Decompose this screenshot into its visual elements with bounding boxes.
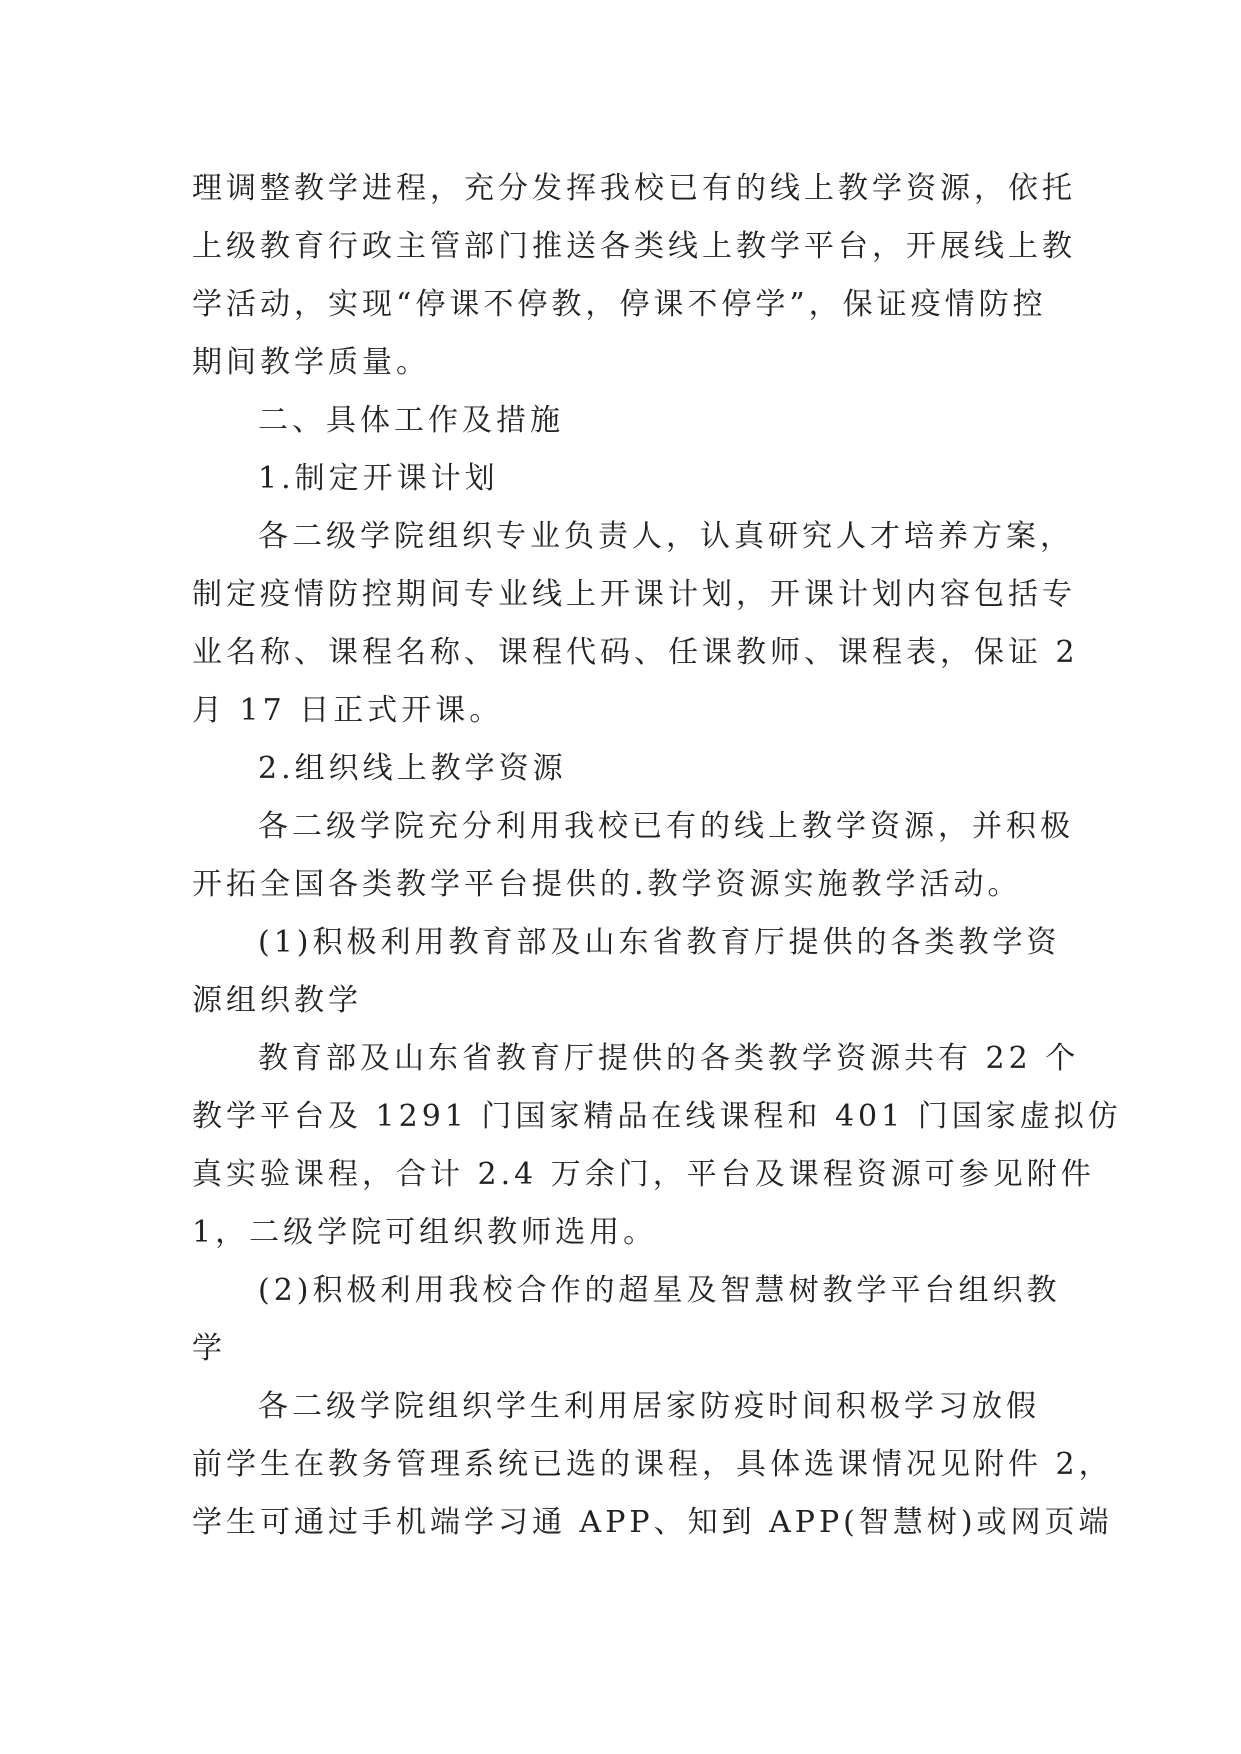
text-line: 学生可通过手机端学习通 APP、知到 APP(智慧树)或网页端 (192, 1505, 1113, 1540)
subsection-heading: 1.制定开课计划 (258, 461, 499, 496)
text-line: 学活动，实现“停课不停教，停课不停学”，保证疫情防控 (192, 287, 1047, 322)
item-heading-cont: 源组织教学 (192, 983, 362, 1018)
subsection-heading: 2.组织线上教学资源 (258, 751, 567, 786)
item-heading: (1)积极利用教育部及山东省教育厅提供的各类教学资 (258, 925, 1061, 960)
text-line: 业名称、课程名称、课程代码、任课教师、课程表，保证 2 (192, 635, 1079, 670)
text-line: 开拓全国各类教学平台提供的.教学资源实施教学活动。 (192, 867, 1022, 902)
text-line: 教学平台及 1291 门国家精品在线课程和 401 门国家虚拟仿 (192, 1099, 1122, 1134)
text-line: 1，二级学院可组织教师选用。 (192, 1215, 658, 1250)
text-line: 各二级学院充分利用我校已有的线上教学资源，并积极 (258, 809, 1074, 844)
item-heading-cont: 学 (192, 1331, 226, 1366)
text-line: 理调整教学进程，充分发挥我校已有的线上教学资源，依托 (192, 171, 1076, 206)
text-line: 教育部及山东省教育厅提供的各类教学资源共有 22 个 (258, 1041, 1080, 1076)
text-line: 期间教学质量。 (192, 345, 430, 380)
text-line: 前学生在教务管理系统已选的课程，具体选课情况见附件 2， (192, 1447, 1113, 1482)
text-line: 各二级学院组织学生利用居家防疫时间积极学习放假 (258, 1389, 1040, 1424)
body-text (192, 160, 1122, 1552)
text-line: 月 17 日正式开课。 (192, 693, 504, 728)
section-heading: 二、具体工作及措施 (258, 403, 564, 438)
text-line: 制定疫情防控期间专业线上开课计划，开课计划内容包括专 (192, 577, 1076, 612)
text-line: 上级教育行政主管部门推送各类线上教学平台，开展线上教 (192, 229, 1076, 264)
text-line: 各二级学院组织专业负责人，认真研究人才培养方案， (258, 519, 1074, 554)
text-line: 真实验课程，合计 2.4 万余门，平台及课程资源可参见附件 (192, 1157, 1095, 1192)
item-heading: (2)积极利用我校合作的超星及智慧树教学平台组织教 (258, 1273, 1061, 1308)
